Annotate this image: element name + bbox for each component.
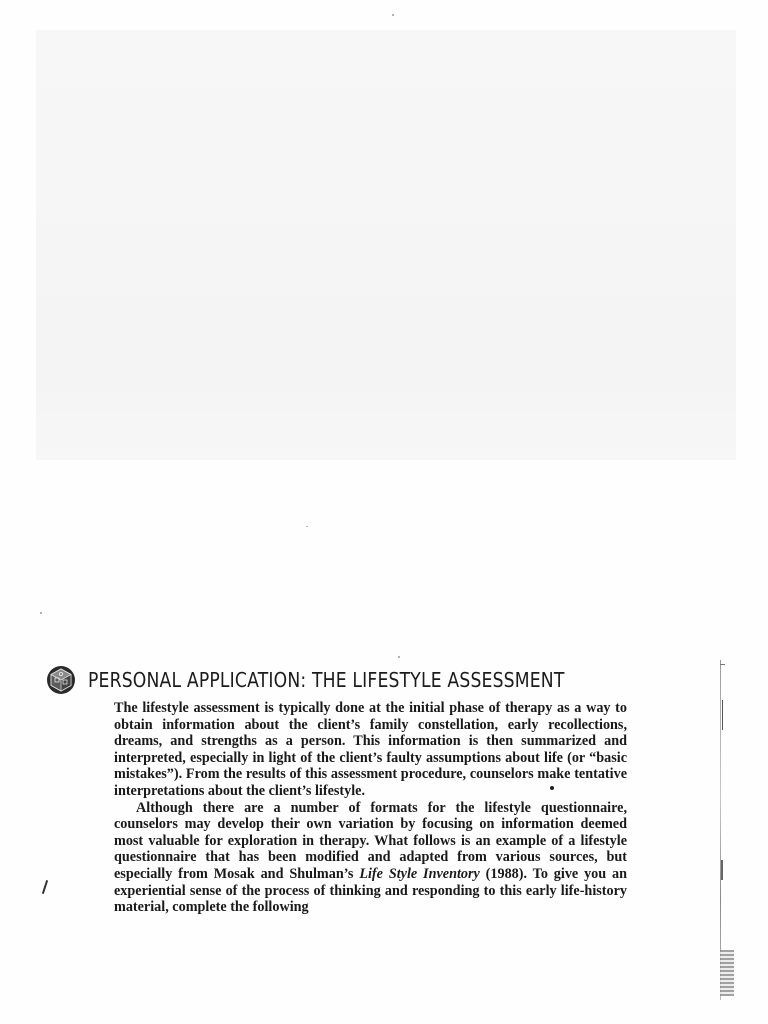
scan-speck [306,526,308,527]
body-text [114,700,627,916]
stray-mark [550,786,554,790]
paragraph-2 [114,800,627,916]
scan-shading [36,30,736,460]
book-title: Life Style Inventory [359,865,480,882]
binding-edge [720,660,721,1000]
paragraph-1: The lifestyle assessment is typically done at the initial phase of therapy as a way to obtain information about the client’s family constellation, early recollections, dreams, and strengths as a person. This information is then summarized and interpreted, especially in light of the client’s faulty assumptions about life (or “basic mistakes”). From the results of this assessment procedure, counselors make tentative interpretations about the client’s lifestyle. [114,700,627,799]
scan-speck [398,656,400,658]
scan-speck [40,612,42,614]
paragraph-2-text: Although there are a number of formats for the lifestyle questionnaire, counselors may develop their own variation by focusing on information deemed most valuable for exploration in therapy. What follows is an example of a lifestyle questionnaire that has been modified and adapted from various sources, but especially from Mosak and Shulman’s [114,799,627,882]
binding-mark [721,860,723,880]
stray-mark [42,880,48,894]
section-heading: PERSONAL APPLICATION: THE LIFESTYLE ASSESSMENT [88,668,565,692]
paragraph-2-text-continued: (1988). To give you an experiential sense of the process of thinking and responding to this early life-history material, complete the following [114,865,627,916]
scan-speck [392,14,394,16]
section-header [46,662,642,698]
cube-emblem-icon [46,665,76,695]
binding-mark [722,700,723,730]
binding-mark [720,664,725,665]
margin-barcode [720,950,734,996]
